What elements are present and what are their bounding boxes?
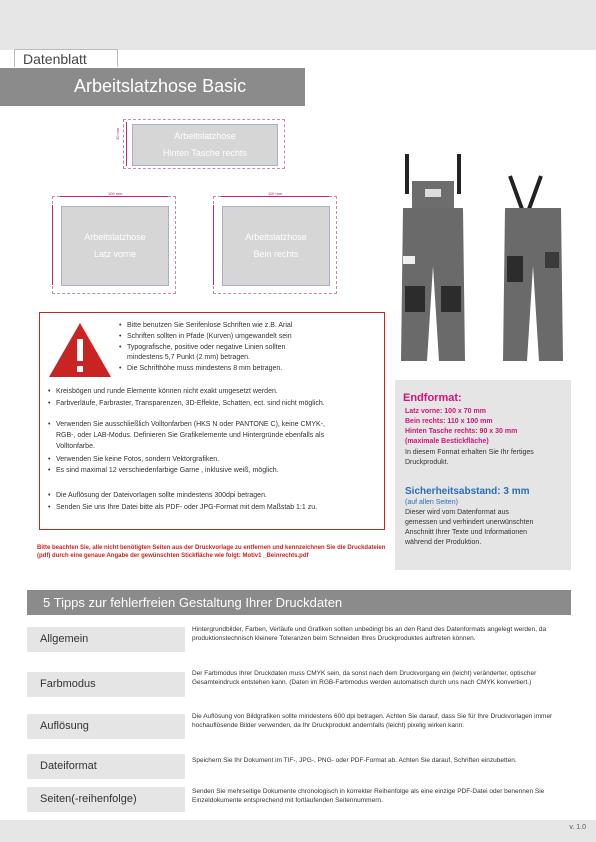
safety-line: Dieser wird vom Datenformat aus: [405, 509, 509, 516]
warning-item: • Die Schrifthöhe muss mindestens 8 mm betragen.: [127, 364, 282, 373]
warning-item: • Schriften sollten in Pfade (Kurven) umgewandelt sein: [127, 332, 292, 341]
leg-width-line: [221, 196, 329, 197]
version-label: v. 1.0: [569, 824, 586, 831]
endformat-line: (maximale Bestickfläche): [405, 438, 489, 445]
warning-item: • Typografische, positive oder negative Linien sollten: [127, 343, 285, 352]
placement-front-label2: Latz vorne: [93, 249, 137, 259]
warning-item: • Farbverläufe, Farbraster, Transparenzen, 3D-Effekte, Schatten, ect. sind nicht möglich.: [56, 399, 325, 408]
placement-front-area: [61, 206, 169, 286]
warning-item: • Bitte benutzen Sie Serifenlose Schriften wie z.B. Arial: [127, 321, 292, 330]
info-area: [395, 380, 571, 570]
warning-item: • Es sind maximal 12 verschiedenfarbige Garne , inklusive weiß, möglich.: [56, 466, 279, 475]
back-height-line: [126, 122, 127, 166]
placement-back-label2: Hinten Tasche rechts: [163, 148, 247, 158]
warning-item-cont: RGB-, oder LAB-Modus. Definieren Sie Grafikelemente und Hintergründe ebenfalls als: [56, 432, 325, 439]
warning-item: • Kreisbögen und runde Elemente können nicht exakt umgesetzt werden.: [56, 387, 278, 396]
title-bar: [0, 68, 305, 106]
front-height-line: [52, 205, 53, 285]
warning-box: [39, 312, 385, 530]
warning-icon: [47, 321, 113, 379]
safety-line: Anschnitt Ihrer Texte und Informationen: [405, 529, 528, 536]
placement-front-bib: [52, 196, 176, 294]
placement-front-label1: Arbeitslatzhose: [84, 232, 146, 242]
warning-item: • Verwenden Sie keine Fotos, sondern Vektorgrafiken.: [56, 455, 219, 464]
warning-item-cont: Volltonfarbe.: [56, 443, 95, 450]
footer-bar: [0, 820, 596, 842]
front-width-dim: 100 mm: [108, 191, 123, 196]
placement-leg-area: [222, 206, 330, 286]
placement-leg-label1: Arbeitslatzhose: [245, 232, 307, 242]
endformat-note: In diesem Format erhalten Sie Ihr fertiges: [405, 449, 534, 456]
tip-label-aufloesung: Auflösung: [27, 714, 185, 739]
front-width-line: [60, 196, 168, 197]
warning-item: • Die Auflösung der Dateivorlagen sollte mindestens 300dpi betragen.: [56, 491, 267, 500]
placement-back-label1: Arbeitslatzhose: [174, 131, 236, 141]
tip-label-dateiformat: Dateiformat: [27, 754, 185, 779]
header-band: [0, 0, 596, 50]
placement-leg-label2: Bein rechts: [253, 249, 299, 259]
tip-text-aufloesung: Die Auflösung von Bildgrafiken sollte mindestens 600 dpi betragen. Achten Sie darauf, dass Sie für Ihre Druckvorlagen immer hochauflösende Bilder verwenden, da Ihr Druckprodukt andernfalls (leicht) pixelig wirken kann.: [192, 713, 553, 729]
tip-label-seiten: Seiten(-reihenfolge): [27, 787, 185, 812]
endformat-note: Druckprodukt.: [405, 459, 449, 466]
tips-bar: [27, 590, 571, 615]
endformat-line: Hinten Tasche rechts: 90 x 30 mm: [405, 428, 518, 435]
print-note: Bitte beachten Sie, alle nicht benötigten Seiten aus der Druckvorlage zu entfernen und kennzeichnen Sie die Druckdateien (pdf) durch eine genaue Angabe der gewünschten Stickfläche wie folgt: Motiv1 _Beinrechts.pdf: [37, 545, 386, 559]
tip-label-allgemein: Allgemein: [27, 627, 185, 652]
back-height-dim: 30 mm: [115, 127, 120, 140]
warning-item: • Senden Sie uns Ihre Datei bitte als PDF- oder JPG-Format mit dem Maßstab 1:1 zu.: [56, 503, 317, 512]
tip-label-farbmodus: Farbmodus: [27, 672, 185, 697]
page-title: Arbeitslatzhose Basic: [74, 76, 247, 96]
endformat-line: Bein rechts: 110 x 100 mm: [405, 418, 493, 425]
tip-text-farbmodus: Der Farbmodus Ihrer Druckdaten muss CMYK sein, da sonst nach dem Druckvorgang ein (leicht) veränderter, optischer Gesamteindruck entstehen kann. (Daten im RGB-Farbmodus werden automatisch durch uns nach CMYK konvertiert.): [192, 670, 537, 686]
endformat-title: Endformat:: [403, 392, 462, 404]
warning-item: • Verwenden Sie ausschließlich Volltonfarben (HKS N oder PANTONE C), keine CMYK-,: [56, 420, 325, 429]
tips-title: 5 Tipps zur fehlerfreien Gestaltung Ihrer Druckdaten: [43, 595, 343, 610]
leg-width-dim: 110 mm: [268, 191, 283, 196]
endformat-line: Latz vorne: 100 x 70 mm: [405, 408, 486, 415]
warning-item-cont: mindestens 5,7 Punkt (2 mm) betragen.: [127, 354, 250, 361]
tip-text-allgemein: Hintergrundbilder, Farben, Verläufe und Grafiken sollten unbedingt bis an den Rand des Datenformats angelegt werden, da produktionstechnisch kleinere Toleranzen beim Schneiden Ihres Druckproduktes auftreten können.: [192, 626, 547, 642]
leg-height-line: [213, 205, 214, 285]
safety-sub: (auf allen Seiten): [405, 499, 458, 506]
tip-text-dateiformat: Speichern Sie Ihr Dokument im TIF-, JPG-, PNG- oder PDF-Format ab. Achten Sie darauf, Schriften einzubetten.: [192, 757, 517, 764]
tip-text-seiten: Senden Sie mehrseitige Dokumente chronologisch in korrekter Reihenfolge als eine einzige PDF-Datei oder benennen Sie Einzeldokumente entsprechend mit fortlaufenden Seitennummern.: [192, 788, 545, 804]
placement-back-pocket: [123, 119, 285, 169]
safety-line: gemessen und verhindert unerwünschten: [405, 519, 534, 526]
safety-line: während der Produktion.: [405, 539, 482, 546]
placement-right-leg: [213, 196, 337, 294]
datasheet-tab: Datenblatt: [14, 49, 118, 67]
overall-product-image: [395, 146, 571, 380]
product-panel: [395, 146, 571, 570]
placement-back-pocket-area: [132, 124, 278, 166]
safety-title: Sicherheitsabstand: 3 mm: [405, 486, 530, 497]
